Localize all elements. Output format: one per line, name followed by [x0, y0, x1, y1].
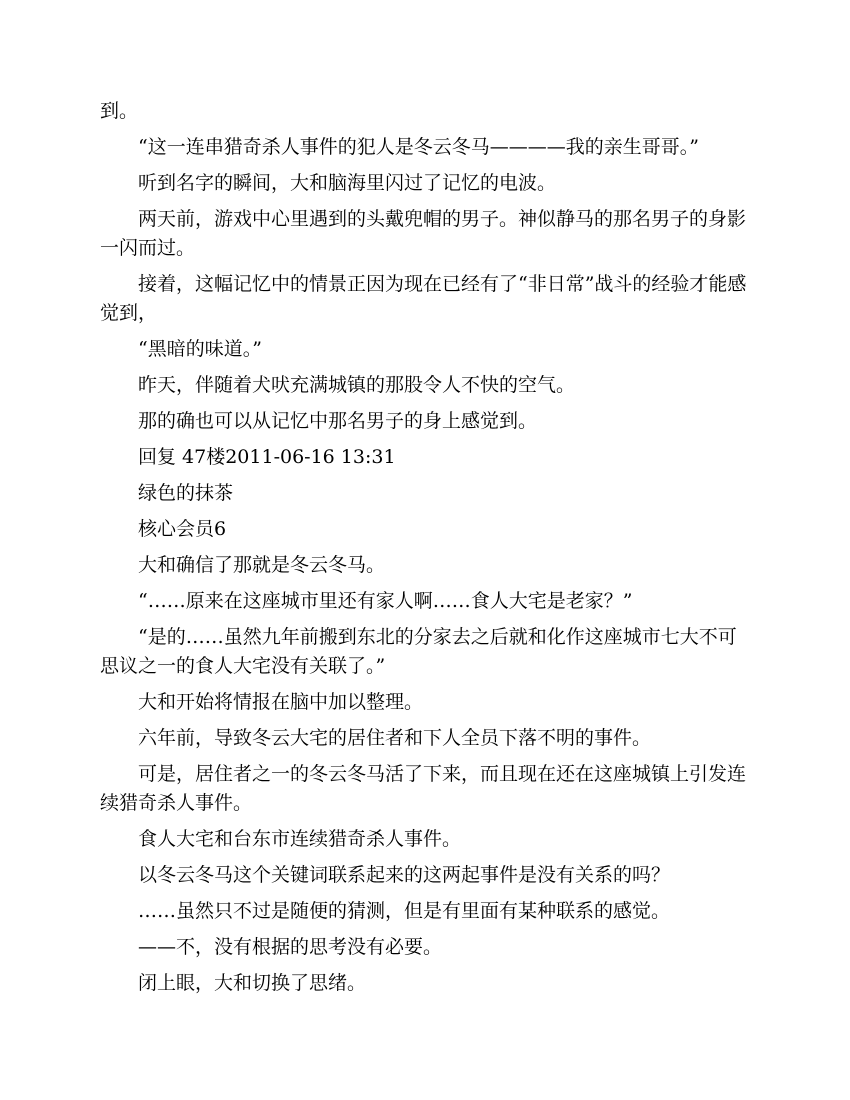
paragraph: “……原来在这座城市里还有家人啊……食人大宅是老家？” [138, 590, 633, 612]
paragraph: 食人大宅和台东市连续猎奇杀人事件。 [138, 828, 462, 850]
document-body [100, 97, 750, 1005]
paragraph: 六年前，导致冬云大宅的居住者和下人全员下落不明的事件。 [138, 727, 652, 749]
paragraph: ——不，没有根据的思考没有必要。 [138, 936, 443, 958]
author-rank: 核心会员6 [138, 518, 227, 540]
paragraph: ……虽然只不过是随便的猜测，但是有里面有某种联系的感觉。 [138, 900, 671, 922]
paragraph: 到。 [100, 100, 139, 122]
paragraph: 可是，居住者之一的冬云冬马活了下来，而且现在还在这座城镇上引发连续猎奇杀人事件。 [100, 763, 747, 814]
paragraph: 昨天，伴随着犬吠充满城镇的那股令人不快的空气。 [138, 374, 576, 396]
author-name: 绿色的抹茶 [138, 482, 234, 504]
paragraph: 以冬云冬马这个关键词联系起来的这两起事件是没有关系的吗？ [138, 864, 671, 886]
paragraph: 闭上眼，大和切换了思绪。 [138, 972, 367, 994]
paragraph: 接着，这幅记忆中的情景正因为现在已经有了“非日常”战斗的经验才能感觉到， [100, 273, 747, 324]
paragraph: “是的……虽然九年前搬到东北的分家去之后就和化作这座城市七大不可思议之一的食人大宅没有关联了。” [100, 626, 737, 677]
paragraph: 大和确信了那就是冬云冬马。 [138, 554, 386, 576]
paragraph: “黑暗的味道。” [138, 338, 262, 360]
paragraph: “这一连串猎奇杀人事件的犯人是冬云冬马————我的亲生哥哥。” [138, 136, 699, 158]
paragraph: 那的确也可以从记忆中那名男子的身上感觉到。 [138, 410, 538, 432]
reply-meta: 回复 47楼2011-06-16 13:31 [138, 446, 396, 468]
paragraph: 大和开始将情报在脑中加以整理。 [138, 691, 424, 713]
paragraph: 两天前，游戏中心里遇到的头戴兜帽的男子。神似静马的那名男子的身影一闪而过。 [100, 208, 747, 259]
paragraph: 听到名字的瞬间，大和脑海里闪过了记忆的电波。 [138, 172, 557, 194]
